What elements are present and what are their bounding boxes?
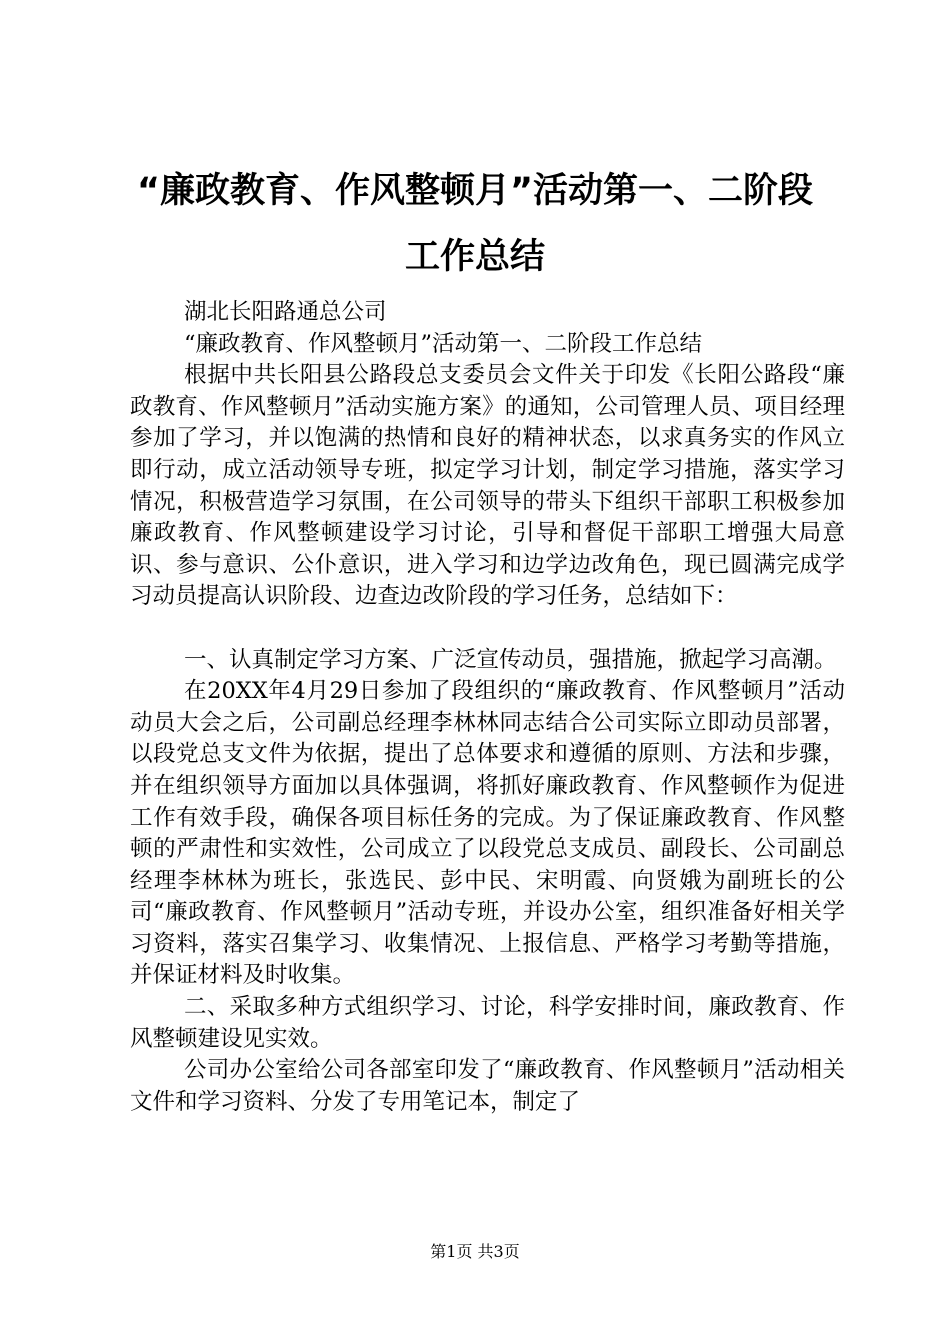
- section-2-paragraph: 公司办公室给公司各部室印发了“廉政教育、作风整顿月”活动相关文件和学习资料、分发了专用笔记本，制定了: [130, 1057, 845, 1115]
- intro-paragraph: 根据中共长阳县公路段总支委员会文件关于印发《长阳公路段“廉政教育、作风整顿月”活动实施方案》的通知，公司管理人员、项目经理参加了学习，并以饱满的热情和良好的精神状态，以求真务实的作风立即行动，成立活动领导专班，拟定学习计划，制定学习措施，落实学习情况，积极营造学习氛围，在公司领导的带头下组织干部职工积极参加廉政教育、作风整顿建设学习讨论，引导和督促干部职工增强大局意识、参与意识、公仆意识，进入学习和边学边改角色，现已圆满完成学习动员提高认识阶段、边查边改阶段的学习任务，总结如下：: [130, 362, 845, 610]
- page-footer: 第1页 共3页: [430, 1242, 520, 1261]
- title-line-1: “廉政教育、作风整顿月”活动第一、二阶段: [136, 171, 813, 211]
- section-heading-1: 一、认真制定学习方案、广泛宣传动员，强措施，掀起学习高潮。: [184, 646, 837, 673]
- document-body: [130, 297, 845, 1118]
- document-title: [110, 158, 840, 290]
- title-line-2: 工作总结: [404, 237, 545, 277]
- subtitle: “廉政教育、作风整顿月”活动第一、二阶段工作总结: [184, 330, 703, 357]
- section-heading-2: 二、采取多种方式组织学习、讨论，科学安排时间，廉政教育、作风整顿建设见实效。: [130, 994, 845, 1052]
- company-name: 湖北长阳路通总公司: [184, 299, 387, 325]
- section-1-paragraph: 在20XX年4月29日参加了段组织的“廉政教育、作风整顿月”活动动员大会之后，公司副总经理李林林同志结合公司实际立即动员部署，以段党总支文件为依据，提出了总体要求和遵循的原则、方法和步骤，并在组织领导方面加以具体强调，将抓好廉政教育、作风整顿作为促进工作有效手段，确保各项目标任务的完成。为了保证廉政教育、作风整顿的严肃性和实效性，公司成立了以段党总支成员、副段长、公司副总经理李林林为班长，张选民、彭中民、宋明霞、向贤娥为副班长的公司“廉政教育、作风整顿月”活动专班，并设办公室，组织准备好相关学习资料，落实召集学习、收集情况、上报信息、严格学习考勤等措施，并保证材料及时收集。: [130, 678, 845, 989]
